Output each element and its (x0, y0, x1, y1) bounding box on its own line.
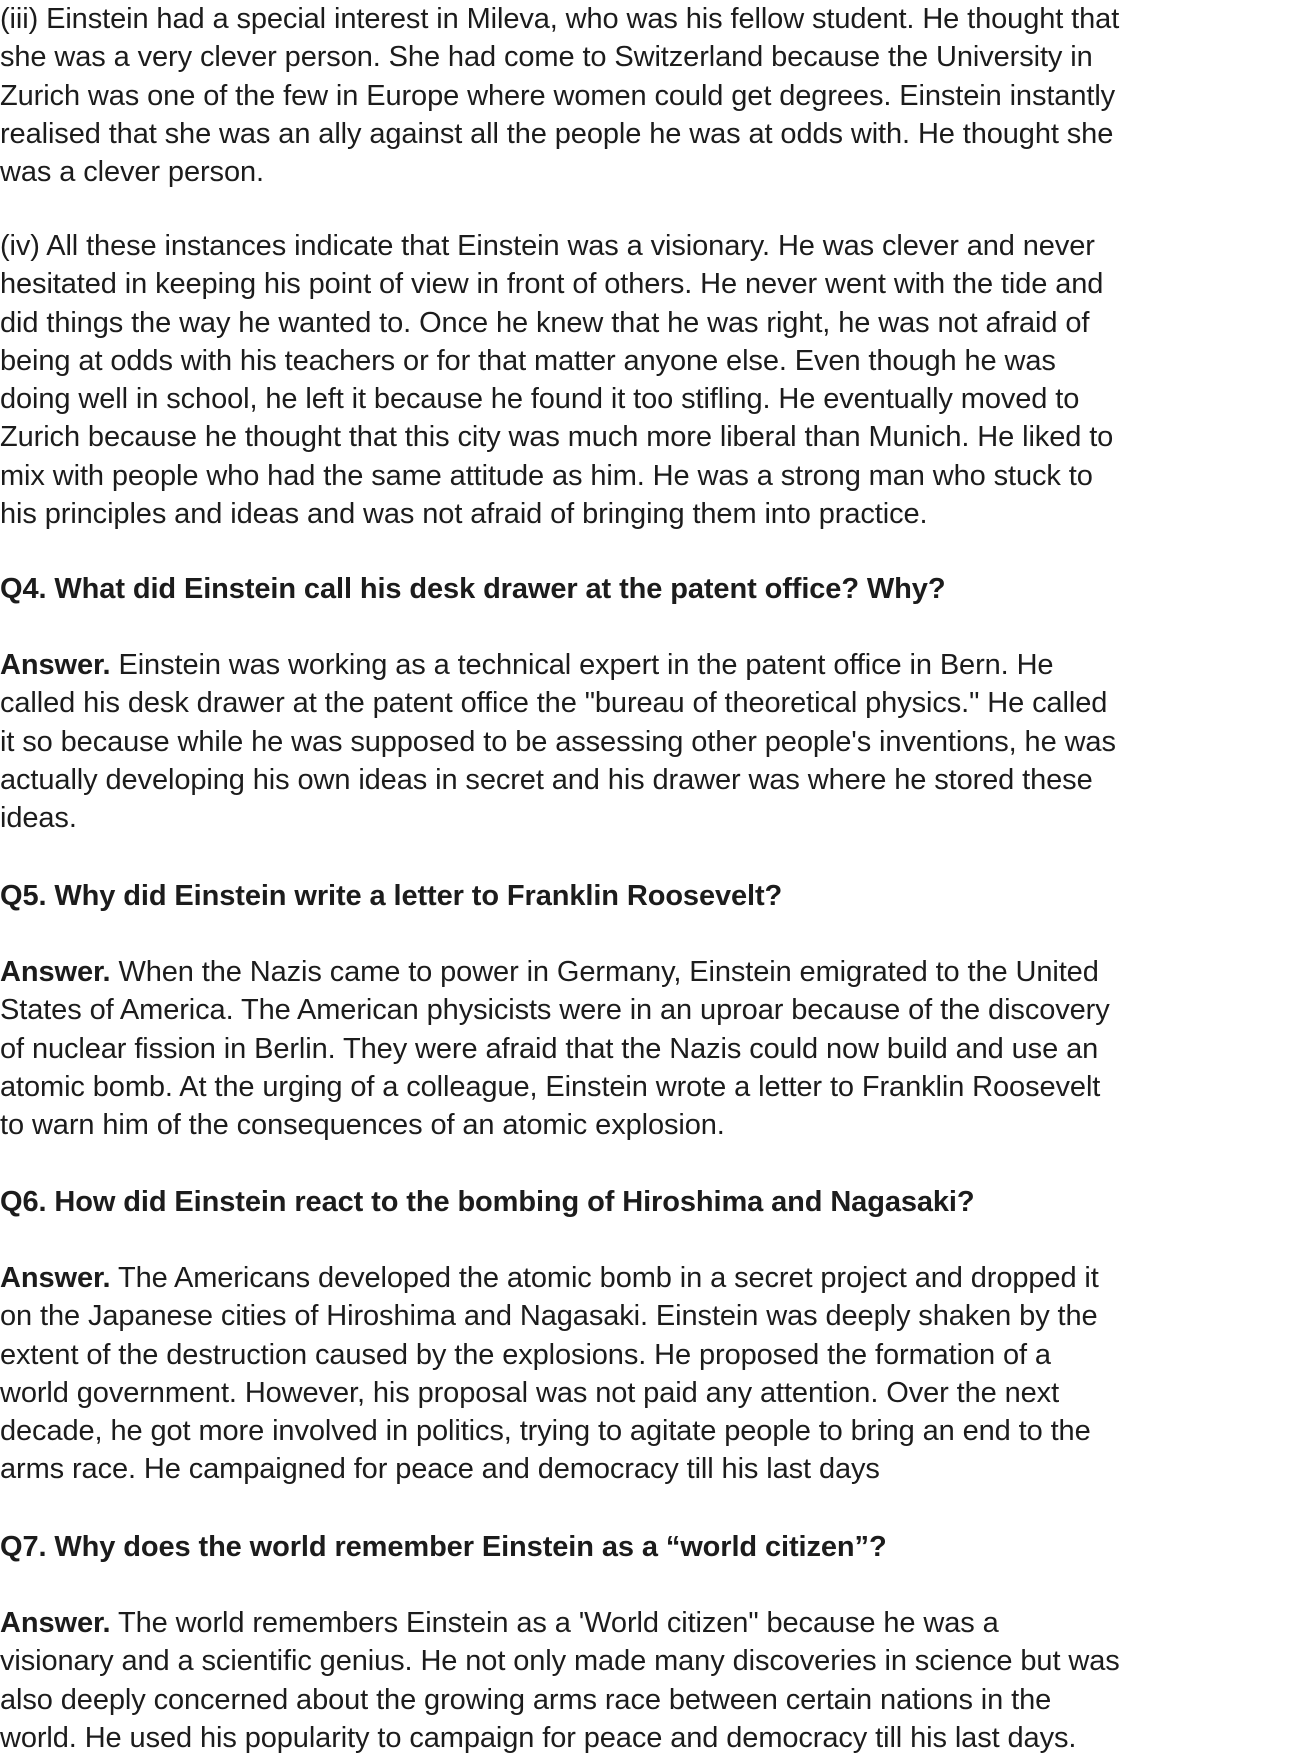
answer-q7 (0, 1604, 1295, 1757)
answer-label: Answer. (0, 1262, 111, 1294)
question-q5: Q5. Why did Einstein write a letter to Franklin Roosevelt? (0, 880, 783, 912)
answer-text: The world remembers Einstein as a 'World citizen" because he was a visionary and a scientific genius. He not only made many discoveries in science but was also deeply concerned about the growing arms race between certain nations in the world. He used his popularity to campaign for peace and democracy till his last days. (0, 1607, 1120, 1754)
paragraph-iv: (iv) All these instances indicate that Einstein was a visionary. He was clever and never hesitated in keeping his point of view in front of others. He never went with the tide and did things the way he wanted to. Once he knew that he was right, he was not afraid of being at odds with his teachers or for that matter anyone else. Even though he was doing well in school, he left it because he found it too stifling. He eventually moved to Zurich because he thought that this city was much more liberal than Munich. He liked to mix with people who had the same attitude as him. He was a strong man who stuck to his principles and ideas and was not afraid of bringing them into practice. (0, 230, 1114, 531)
answer-q4 (0, 646, 1295, 837)
question-q6: Q6. How did Einstein react to the bombing of Hiroshima and Nagasaki? (0, 1186, 975, 1218)
question-q7: Q7. Why does the world remember Einstein as a “world citizen”? (0, 1531, 887, 1563)
question-q4: Q4. What did Einstein call his desk drawer at the patent office? Why? (0, 573, 946, 605)
answer-text: Einstein was working as a technical expert in the patent office in Bern. He called his desk drawer at the patent office the "bureau of theoretical physics." He called it so because while he was supposed to be assessing other people's inventions, he was actually developing his own ideas in secret and his drawer was where he stored these ideas. (0, 649, 1116, 835)
answer-label: Answer. (0, 956, 111, 988)
answer-label: Answer. (0, 649, 111, 681)
answer-q5 (0, 953, 1295, 1144)
answer-text: When the Nazis came to power in Germany, Einstein emigrated to the United States of America. The American physicists were in an uproar because of the discovery of nuclear fission in Berlin. They were afraid that the Nazis could now build and use an atomic bomb. At the urging of a colleague, Einstein wrote a letter to Franklin Roosevelt to warn him of the consequences of an atomic explosion. (0, 956, 1110, 1142)
answer-text: The Americans developed the atomic bomb in a secret project and dropped it on the Japanese cities of Hiroshima and Nagasaki. Einstein was deeply shaken by the extent of the destruction caused by the explosions. He proposed the formation of a world government. However, his proposal was not paid any attention. Over the next decade, he got more involved in politics, trying to agitate people to bring an end to the arms race. He campaigned for peace and democracy till his last days (0, 1262, 1099, 1486)
answer-label: Answer. (0, 1607, 111, 1639)
paragraph-iii: (iii) Einstein had a special interest in Mileva, who was his fellow student. He thought that she was a very clever person. She had come to Switzerland because the University in Zurich was one of the few in Europe where women could get degrees. Einstein instantly realised that she was an ally against all the people he was at odds with. He thought she was a clever person. (0, 3, 1120, 189)
answer-q6 (0, 1259, 1295, 1489)
